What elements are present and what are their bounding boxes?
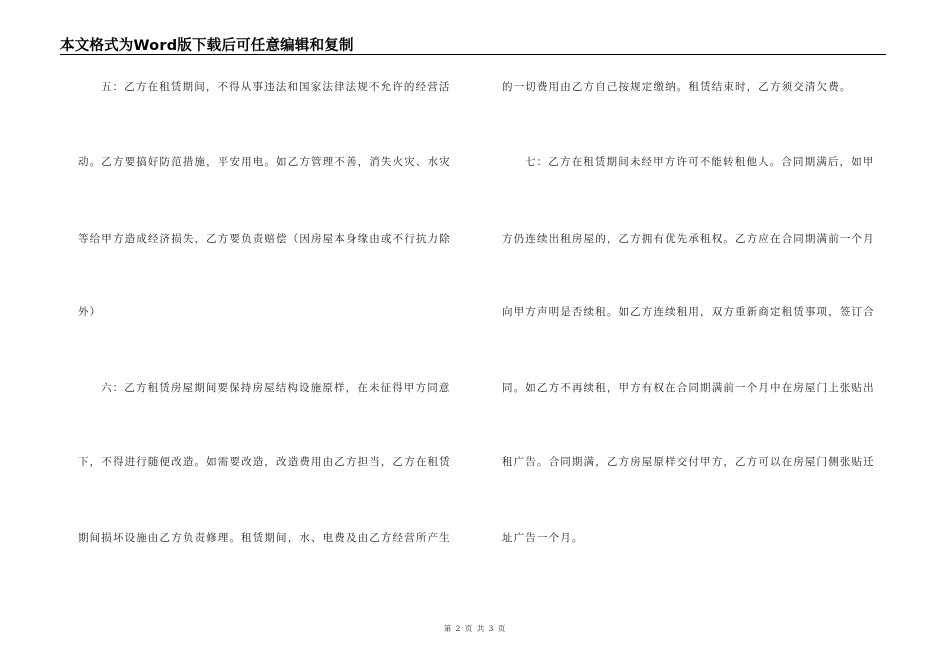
left-line-4: 外） [78, 306, 102, 318]
right-line-6: 租广告。合同期满，乙方房屋原样交付甲方，乙方可以在房屋门侧张贴迁 [502, 456, 875, 468]
right-line-7: 址广告一个月。 [502, 532, 584, 544]
left-line-6: 下，不得进行随便改造。如需要改造，改造费用由乙方担当，乙方在租赁 [78, 456, 451, 468]
header-title: 本文格式为Word版下载后可任意编辑和复制 [60, 38, 354, 54]
left-line-1: 五：乙方在租赁期间，不得从事违法和国家法律法规不允许的经营活 [101, 81, 451, 93]
document-header [60, 36, 886, 55]
right-line-2: 七：乙方在租赁期间未经甲方许可不能转租他人。合同期满后，如甲 [525, 156, 875, 168]
right-line-3: 方仍连续出租房屋的，乙方拥有优先承租权。乙方应在合同期满前一个月 [502, 233, 875, 245]
right-line-4: 向甲方声明是否续租。如乙方连续租用，双方重新商定租赁事项，签订合 [502, 306, 875, 318]
page-footer: 第 2 页 共 3 页 [443, 624, 507, 633]
right-line-5: 同。如乙方不再续租，甲方有权在合同期满前一个月中在房屋门上张贴出 [502, 382, 875, 394]
left-line-7: 期间损坏设施由乙方负责修理。租赁期间，水、电费及由乙方经营所产生 [78, 532, 451, 544]
left-line-2: 动。乙方要搞好防范措施，平安用电。如乙方管理不善，消失火灾、水灾 [78, 156, 451, 168]
left-line-5: 六：乙方租赁房屋期间要保持房屋结构设施原样，在未征得甲方同意 [101, 382, 451, 394]
left-line-3: 等给甲方造成经济损失，乙方要负责赔偿（因房屋本身缘由或不行抗力除 [78, 233, 451, 245]
right-line-1: 的一切费用由乙方自己按规定缴纳。租赁结束时，乙方须交清欠费。 [502, 81, 852, 93]
